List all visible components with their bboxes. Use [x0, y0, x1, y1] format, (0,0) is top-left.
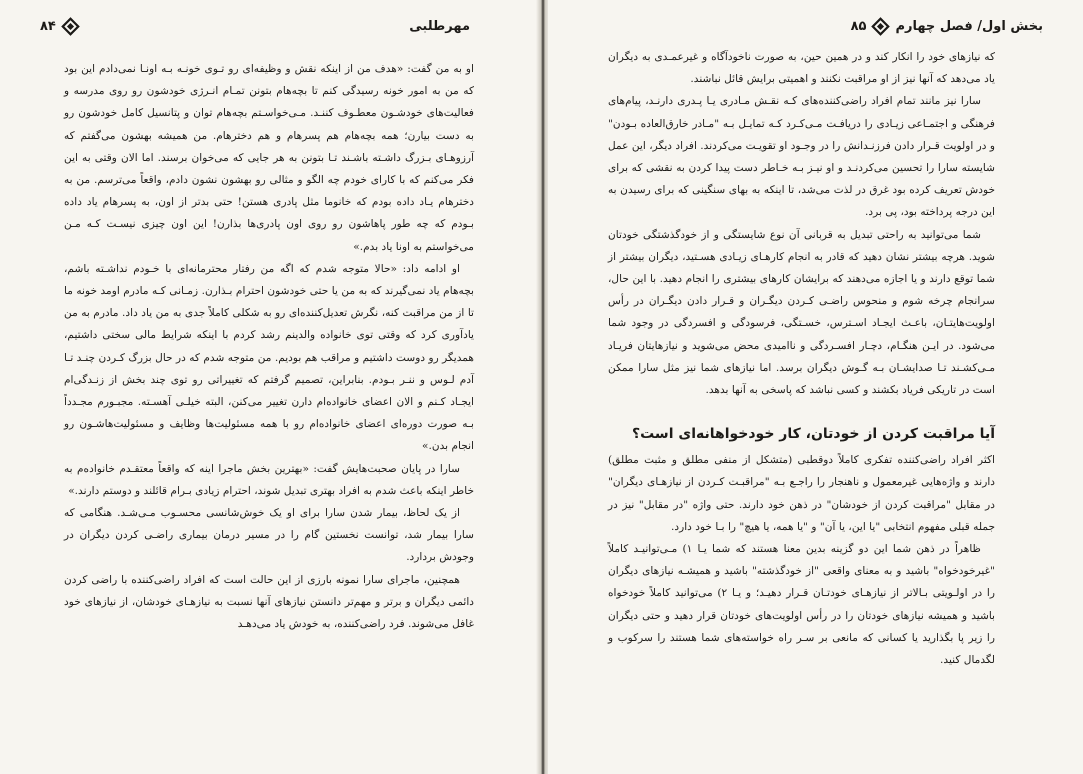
right-page-body — [608, 46, 995, 671]
diamond-ornament-icon — [61, 17, 79, 35]
left-running-title: مهرطلبی — [409, 18, 470, 34]
section-heading: آیا مراقبت کردن از خودتان، کار خودخواهانه‌ای است؟ — [631, 426, 995, 443]
left-page-number-group — [40, 19, 77, 34]
diamond-ornament-icon — [872, 17, 890, 35]
right-running-title: بخش اول/ فصل چهارم — [895, 18, 1043, 34]
right-page — [548, 0, 1083, 774]
right-page-header — [618, 14, 1043, 38]
right-paragraph: اکثر افراد راضی‌کننده تفکری کاملاً دوقطبی (متشکل از منفی مطلق و مثبت مطلق) دارند و واژه‌هایی غیرمعمول و ناهنجار را راجـع بـه "مراقبـت کـردن از نیازهـای دیگران" در مقابل "مراقبت کردن از خودشان" در ذهن خود دارند. حتی واژه "در مقابل" نیز در جمله قبلی مفهوم انتخابی "یا این، یا آن" و "یا همه، یا هیچ" را بـا خود دارد. — [608, 454, 995, 533]
left-page-header — [40, 14, 470, 38]
left-paragraph: همچنین، ماجرای سارا نمونه بارزی از این حالت است که افراد راضی‌کننده با راضی کردن دائمی دیگران و برتر و مهم‌تر دانستن نیازهای آنها نسبت به نیازهـای خودشان، از نیازهای خود غافل می‌شوند. فرد راضی‌کننده، به خودش یاد می‌دهـد — [64, 573, 474, 631]
left-page — [0, 0, 540, 774]
right-paragraph: شما می‌توانید به راحتی تبدیل به قربانی آن نوع شایستگی و از خودگذشتگی خودتان شوید. هرچه بیشتر نشان دهید که قادر به انجام کارهـای زیـادی هسـتید، دیگران بیشتر از شما توقع دارند و یا اجازه می‌دهند که برایشان کارهای بیشتری را انجام دهید. با این حال، سرانجام چرخه شوم و منحوس راضـی کـردن دیگـران و قـرار دادن دیگـران در رأس اولویت‌هایتـان، باعـث ایجـاد اسـترس، خسـتگی، فرسودگی و افسردگی در وجود شما می‌شود. در ایـن هنگـام، دچـار افسـردگی و ناامیدی محض می‌شوید و نیازهایتان فریـاد مـی‌کشـند تـا صدایشـان بـه گـوش دیگران برسد. اما نیازهای شما نیز مثل سارا ممکن است در تاریکی فریاد بکشند و کسی نباشد که پاسخی به آنها بدهد. — [608, 228, 995, 397]
left-paragraph: سارا در پایان صحبت‌هایش گفت: «بهترین بخش ماجرا اینه که واقعاً معتقـدم خانواده‌م به خاطر اینکه باعث شدم به افراد بهتری تبدیل شوند، احترام زیادی بـرام قائلند و دوستم دارند.» — [64, 462, 474, 497]
right-paragraph: که نیازهای خود را انکار کند و در همین حین، به صورت ناخودآگاه و غیرعمـدی به دیگران یاد می‌دهد که آنها نیز از او مراقبت نکنند و اهمیتی برایش قائل نباشند. — [608, 51, 995, 86]
left-page-body — [64, 58, 474, 635]
left-paragraph: او ادامه داد: «حالا متوجه شدم که اگه من رفتار محترمانه‌ای با خـودم نداشـته باشم، بچه‌هام یاد نمی‌گیرند که به من یا حتی خودشون احترام بـذارن. زمـانی کـه مادرم اومد خونه ما تا از من مراقبت کنه، نگرش تعدیل‌کننده‌ای رو به شکلی کاملاً جدی به من یاد داد. مادرم به من یادآوری کرد که وقتی توی خانواده والدینم رشد کردم با اینکه شرایط مالی سختی داشتیم، همدیگر رو دوست داشتیم و مراقب هم بودیم. من متوجه شدم که در حال بزرگ کـردن چنـد تـا آدم لـوس و ننـر بـودم. بنابراین، تصمیم گرفتم که تغییراتی رو توی چند بخش از زنـدگی‌ام ایجـاد کـنم و الان اعضای خانواده‌ام دارن تغییر می‌کنن، البته خیلـی آهسـته. مجبـورم مجـدداً بـه صورت دوره‌ای اعضای خانواده‌ام رو با همه مسئولیت‌ها وظایف و مسئولیت‌هاشـون رو انجام بدن.» — [64, 262, 474, 453]
right-paragraph: سارا نیز مانند تمام افراد راضی‌کننده‌های کـه نقـش مـادری یـا پـدری دارنـد، پیام‌های فرهنگی و اجتمـاعی زیـادی را دریافـت مـی‌کـرد کـه تمایـل بـه "مـادر خارق‌العاده بـودن" و در اولویت قـرار دادن فرزنـدانش را در وجـود او تقویـت می‌کردند. افراد دیگر، این عمل شایسته سارا را تحسین می‌کردنـد و او نیـز بـه خـاطر دست پیدا کردن به نقشی که برای خودش تعریف کرده بود غرق در لذت می‌شد، تا اینکه به بهای سنگینی که برای رسیدن به این درجه پرداخته بود، پی برد. — [608, 95, 995, 219]
left-paragraph: از یک لحاظ، بیمار شدن سارا برای او یک خوش‌شانسی محسـوب مـی‌شـد. هنگامی که سارا بیمار شد، توانست نخستین گام را در مسیر درمان بیماری راضـی کردن دیگران در وجودش بردارد. — [64, 507, 474, 564]
left-paragraph: او به من گفت: «هدف من از اینکه نقش و وظیفه‌ای رو تـوی خونـه بـه اونـا نمی‌دادم این بود که من به امور خونه رسیدگی کنم تا بچه‌هام بتونن تمـام انـرژی خودشون رو روی مدرسه و فعالیت‌های خودشـون معطـوف کننـد. مـی‌خواسـتم بچه‌هام توان و پتانسیل کامل خودشون رو به دست بیارن؛ همه بچه‌هام هم پسرهام و هم دخترهام. من همیشه بهشون می‌گفتم که آرزوهـای بـزرگ داشـته باشـند تـا بتونن به هر جایی که می‌خوان برسند. اما الان وقتی به این فکر می‌کنم که با کارای خودم چه الگو و مثالی رو بهشون نشون دادم، واقعاً می‌ترسم. من به دخترهام یـاد داده بودم که خانوما مثل پادری هستن! حتی بدتر از اون، به پسرهام یاد داده بـودم که چه طور پاهاشون رو روی اون پادری‌ها بذارن! این اون چیزی نیسـت کـه مـن می‌خواستم به اونا یاد بدم.» — [64, 63, 474, 253]
right-page-number: ۸۵ — [850, 18, 867, 34]
left-page-number: ۸۴ — [40, 18, 56, 34]
right-header-group — [851, 19, 1043, 34]
right-paragraph: ظاهراً در ذهن شما این دو گزینه بدین معنا هستند که شما یـا ۱) مـی‌توانیـد کاملاً "غیرخودخواه" باشید و به معنای واقعی "از خودگذشته" باشید و همیشـه نیازهای دیگران را در اولـویتی بـالاتر از نیازهـای خودتـان قـرار دهیـد؛ و یـا ۲) می‌توانید کاملاً خودخواه باشید و همیشه نیازهای خودتان را در رأس اولویت‌های خودتان قرار دهید و حتی دیگران را زیر پا بگذارید یا کسانی که مانعی بر سـر راه خواسته‌های شما هستند را سرکوب و لگدمال کنید. — [608, 543, 995, 667]
